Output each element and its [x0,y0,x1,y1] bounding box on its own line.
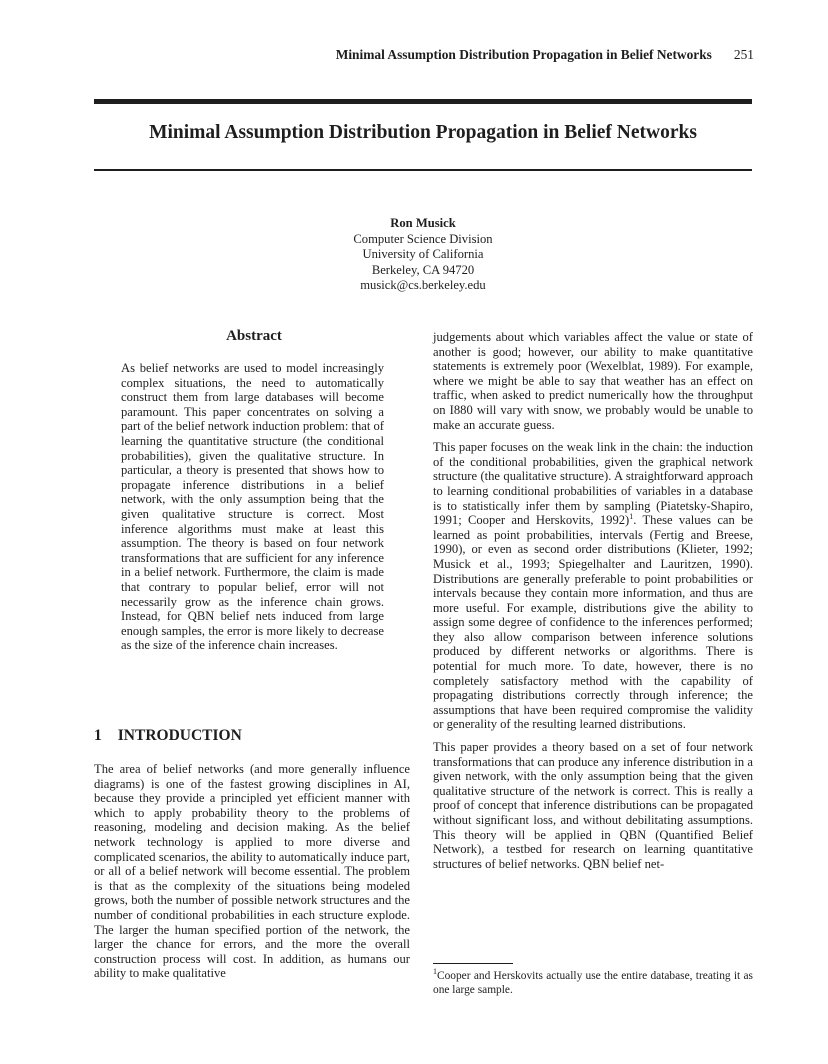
author-affiliation-line: University of California [362,247,484,261]
footnote [433,969,753,997]
paper-title: Minimal Assumption Distribution Propagation in Belief Networks [149,122,697,143]
running-header-title: Minimal Assumption Distribution Propagation in Belief Networks [335,47,712,62]
section-number: 1 [94,727,102,744]
author-email: musick@cs.berkeley.edu [360,278,486,292]
author-affiliation-line: Berkeley, CA 94720 [371,262,475,277]
intro-paragraph-2-text: This paper focuses on the weak link in the chain: the induction of the conditional probabilities, given the graphical network structure (the qualitative structure). A straightforward approach to learning conditional probabilities of variables in a database is to statistically infer them by sampling (Piatetsky-Shapiro, 1991; Cooper and Herskovits, 1992) [433,440,753,528]
abstract-heading: Abstract [226,328,282,344]
footnote-rule [433,963,513,964]
page-number: 251 [733,47,754,62]
intro-paragraph-2 [433,440,753,732]
intro-paragraph-1-continued: judgements about which variables affect the value or state of another is good; however, our ability to make quantitative statements is extremely poor (Wexelblat, 1989). For example, where we might be able to say that weather has an effect on traffic, when asked to predict numerically how the throughput on I880 will vary with snow, we probably would be unable to make an accurate guess. [433,330,753,432]
author-block [263,216,583,294]
intro-paragraph-3: This paper provides a theory based on a set of four network transformations that can produce any inference distribution in a given network, with the only assumption being that the given qualitative structure of the network is correct. This is really a proof of concept that inference distributions can be propagated without significant loss, and without debilitating assumptions. This theory will be applied in QBN (Quantified Belief Network), a testbed for research on learning quantitative structures of belief networks. QBN belief net- [433,740,753,871]
intro-paragraph-2-text-continued: . These values can be learned as point probabilities, intervals (Fertig and Breese, 1990), or even as second order distributions (Klieter, 1992; Musick et al., 1993; Spiegelhalter and Lauritzen, 1990). Distributions are generally preferable to point probabilities or intervals because they contain more information, and thus are more useful. For example, distributions give the ability to assign some degree of confidence to the inferences performed; they also allow comparison between inference solutions produced by different networks or algorithms. There is potential for much more. To date, however, there is no completely satisfactory method with the capability of propagating distributions correctly through inference; the assumptions that have been required compromise the validity or generality of the resulting learned distributions. [433,513,754,732]
section-title: INTRODUCTION [117,727,242,744]
section-heading [94,727,242,745]
footnote-number: 1 [433,967,437,976]
header-rule-thick [94,99,752,104]
header-rule-thin [94,169,752,171]
footnote-text: Cooper and Herskovits actually use the entire database, treating it as one large sample. [433,970,753,996]
abstract-body [121,361,384,653]
right-column [433,330,753,871]
author-name: Ron Musick [390,216,456,230]
abstract-text: As belief networks are used to model increasingly complex situations, the need to automatically construct them from large databases will become paramount. This paper concentrates on solving a part of the belief network induction problem: that of learning the quantitative structure (the conditional probabilities), given the qualitative structure. In particular, a theory is presented that shows how to propagate inference distributions in a belief network, with the only assumption being that the given qualitative structure is correct. Most inference algorithms must make at least this assumption. The theory is based on four network transformations that are sufficient for any inference in a belief network. Furthermore, the claim is made that contrary to popular belief, error will not necessarily grow as the inference chain grows. Instead, for QBN belief nets induced from large enough samples, the error is more likely to decrease as the size of the inference chain increases. [121,361,384,653]
footnote-marker: 1 [629,512,634,522]
author-affiliation-line: Computer Science Division [353,231,493,246]
intro-paragraph-1: The area of belief networks (and more generally influence diagrams) is one of the fastest growing disciplines in AI, because they provide a principled yet efficient manner with which to apply probability theory to the problems of reasoning, modeling and decision making. As the belief network technology is applied to more diverse and complicated scenarios, the ability to automatically induce part, or all of a belief network will become essential. The problem is that as the complexity of the situations being modeled grows, both the number of possible network structures and the number of conditional probabilities in each structure explode. The larger the human specified portion of the network, the larger the chance for errors, and the more the overall construction process will cost. In addition, as humans our ability to make qualitative [94,762,410,981]
running-header [336,47,754,63]
intro-left-column [94,762,410,981]
